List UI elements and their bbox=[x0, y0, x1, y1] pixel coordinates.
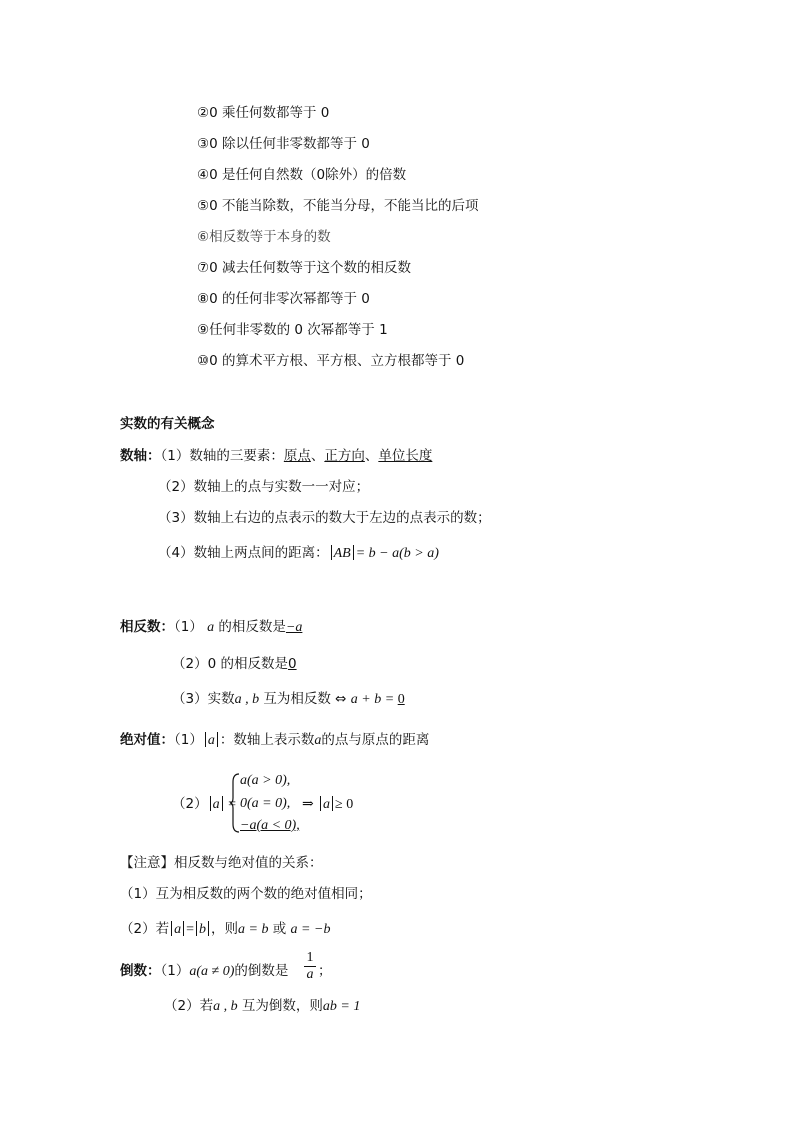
axis-label: 数轴： bbox=[120, 448, 161, 464]
axis-item-4: （4）数轴上两点间的距离： AB = b − a(b > a) bbox=[158, 545, 439, 561]
reciprocal-item-1: 倒数：（1）a(a ≠ 0)的倒数是 bbox=[120, 963, 289, 979]
opposite-item-2: （2）0 的相反数是0 bbox=[172, 656, 297, 672]
axis-item-2: （2）数轴上的点与实数一一对应； bbox=[158, 479, 370, 495]
opposite-answer-1: −a bbox=[285, 620, 303, 635]
reciprocal-label: 倒数： bbox=[120, 963, 161, 979]
reciprocal-semicolon: ； bbox=[318, 963, 332, 979]
fraction-numerator: 1 bbox=[306, 950, 314, 965]
list-item-3: ③0 除以任何非零数都等于 0 bbox=[197, 136, 370, 152]
opposite-answer-2: 0 bbox=[287, 656, 297, 672]
list-item-7: ⑦0 减去任何数等于这个数的相反数 bbox=[197, 260, 411, 276]
axis-term-unit: 单位长度 bbox=[378, 448, 433, 464]
list-item-9: ⑨任何非零数的 0 次幂都等于 1 bbox=[197, 322, 388, 338]
note-item-1: （1）互为相反数的两个数的绝对值相同； bbox=[120, 886, 372, 902]
opposite-item-1: 相反数：（1） a 的相反数是−a bbox=[120, 619, 303, 635]
axis-item-1: 数轴：（1）数轴的三要素：原点、正方向、单位长度 bbox=[120, 448, 433, 464]
note-item-2: （2）若 a = b ，则a = b 或 a = −b bbox=[120, 921, 331, 937]
distance-rhs: = b − a(b > a) bbox=[355, 546, 439, 561]
note-title: 【注意】相反数与绝对值的关系： bbox=[120, 855, 323, 871]
list-item-5: ⑤0 不能当除数，不能当分母，不能当比的后项 bbox=[197, 198, 479, 214]
absolute-item-1: 绝对值：（1） a ：数轴上表示数a的点与原点的距离 bbox=[120, 732, 430, 748]
list-item-2: ②0 乘任何数都等于 0 bbox=[197, 105, 330, 121]
absolute-label: 绝对值： bbox=[120, 732, 174, 748]
reciprocal-item-2: （2）若a , b 互为倒数，则ab = 1 bbox=[164, 998, 361, 1014]
opposite-label: 相反数： bbox=[120, 619, 174, 635]
opposite-item-3: （3）实数a , b 互为相反数 ⇔ a + b = 0 bbox=[172, 691, 405, 707]
absolute-item-2: （2） a = bbox=[172, 796, 236, 812]
case-negative: −a(a < 0), bbox=[240, 818, 300, 833]
list-item-6: ⑥相反数等于本身的数 bbox=[197, 229, 331, 245]
absolute-conclusion: ⇒ a ≥ 0 bbox=[302, 797, 354, 812]
case-positive: a(a > 0), bbox=[240, 773, 291, 788]
list-item-8: ⑧0 的任何非零次幂都等于 0 bbox=[197, 291, 370, 307]
opposite-answer-3: 0 bbox=[397, 692, 405, 707]
axis-item1-prefix: （1）数轴的三要素： bbox=[160, 448, 284, 464]
reciprocal-fraction bbox=[304, 950, 316, 983]
list-item-4: ④0 是任何自然数（0除外）的倍数 bbox=[197, 167, 407, 183]
fraction-denominator: a bbox=[306, 967, 314, 982]
case-zero: 0(a = 0), bbox=[240, 796, 291, 811]
axis-item-3: （3）数轴上右边的点表示的数大于左边的点表示的数； bbox=[158, 510, 491, 526]
list-item-10: ⑩0 的算术平方根、平方根、立方根都等于 0 bbox=[197, 353, 465, 369]
distance-ab: AB bbox=[333, 546, 351, 561]
section-title: 实数的有关概念 bbox=[120, 416, 215, 432]
axis-term-direction: 正方向 bbox=[324, 448, 365, 464]
axis-term-origin: 原点 bbox=[283, 448, 311, 464]
